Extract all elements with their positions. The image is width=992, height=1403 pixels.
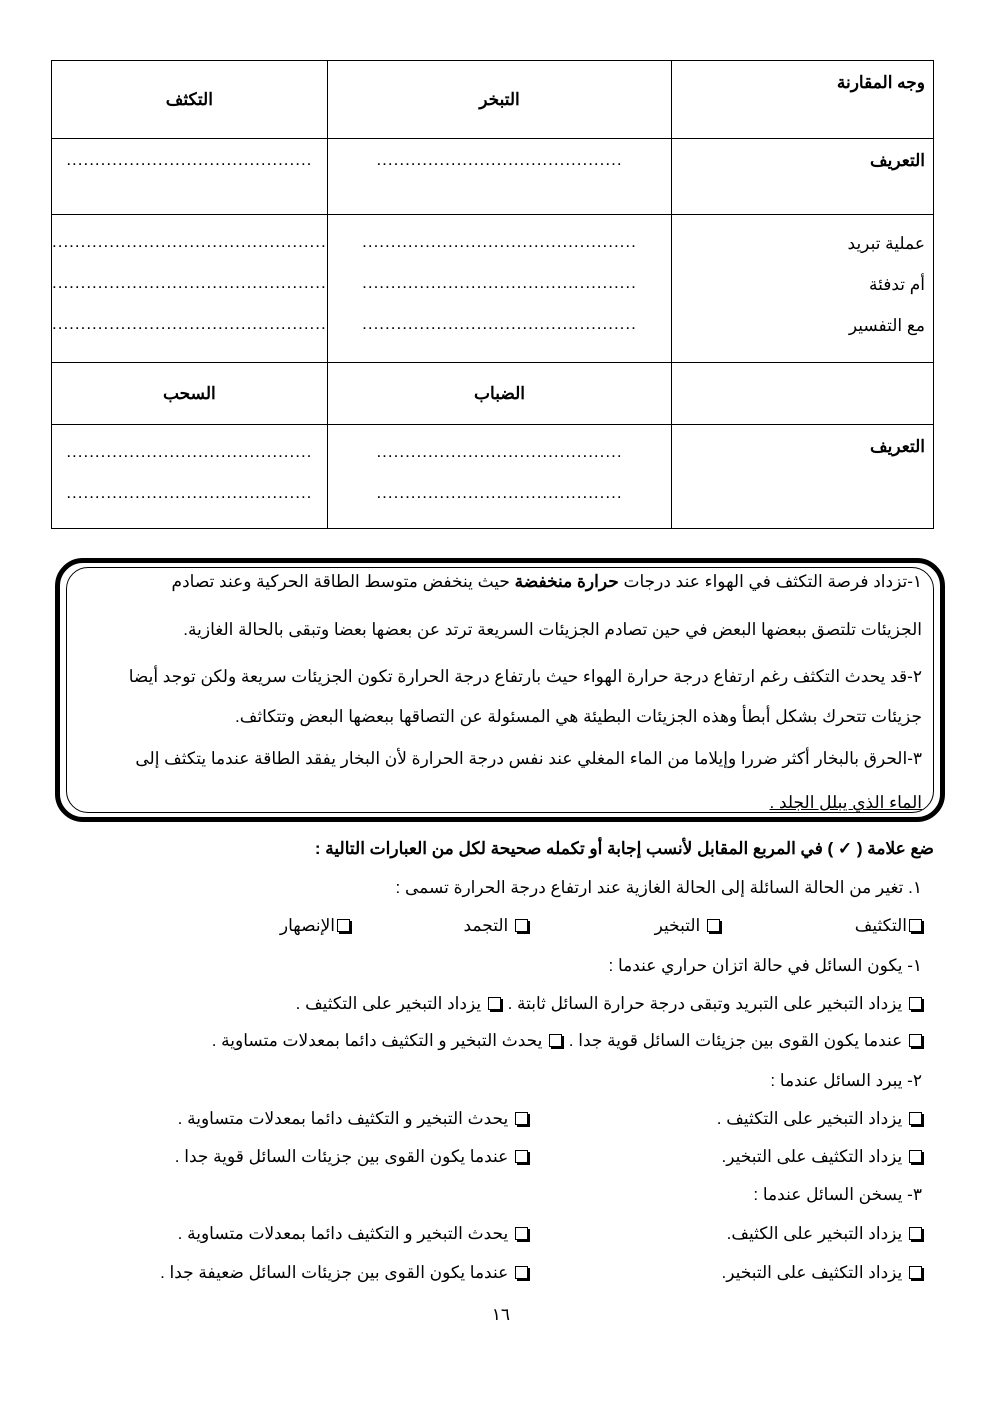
condensation-cooling-field[interactable] <box>52 215 328 363</box>
evaporation-cooling-field[interactable] <box>327 215 672 363</box>
criterion-header: وجه المقارنة <box>672 61 934 139</box>
explanation-box <box>55 558 945 822</box>
box-line: الجزيئات تلتصق ببعضها البعض في حين تصادم الجزيئات السريعة ترتد عن بعضها بعضا وتبقى بالحالة الغازية. <box>183 620 922 639</box>
checkbox[interactable] <box>549 1034 562 1047</box>
dotted-line[interactable]: ........................................... <box>66 442 313 461</box>
option[interactable]: يزداد التبخير على التكثيف . <box>717 1108 924 1130</box>
dotted-line[interactable]: ........................................... <box>376 483 623 502</box>
checkbox[interactable] <box>515 919 528 932</box>
page-number: ١٦ <box>491 1305 510 1324</box>
option[interactable]: يزداد التكثيف على التبخير. <box>722 1146 924 1168</box>
dotted-line[interactable]: ........................................... <box>376 442 623 461</box>
dotted-line[interactable]: ........................................... <box>66 483 313 502</box>
cooling-label <box>672 215 934 363</box>
checkbox[interactable] <box>909 1034 922 1047</box>
clouds-definition-field[interactable] <box>52 425 328 529</box>
condensation-definition-field[interactable]: ........................................... <box>52 139 328 215</box>
fog-header: الضباب <box>327 363 672 425</box>
definition-label-2: التعريف <box>672 425 934 529</box>
evaporation-header: التبخر <box>327 61 672 139</box>
evaporation-definition-field[interactable]: ........................................... <box>327 139 672 215</box>
checkbox[interactable] <box>515 1227 528 1240</box>
cooling-label-line: عملية تبريد <box>847 234 925 253</box>
checkbox[interactable] <box>707 919 720 932</box>
question-2: ٢- يبرد السائل عندما : <box>770 1071 922 1090</box>
definition-label: التعريف <box>672 139 934 215</box>
checkbox[interactable] <box>488 997 501 1010</box>
checkbox[interactable] <box>909 1150 922 1163</box>
checkbox[interactable] <box>515 1150 528 1163</box>
option[interactable]: الإنصهار <box>280 915 352 937</box>
box-line: الماء الذي يبلل الجلد . <box>769 793 922 812</box>
option[interactable]: يحدث التبخير و التكثيف دائما بمعدلات متساوية . <box>178 1108 530 1130</box>
fog-definition-field[interactable] <box>327 425 672 529</box>
question-3: ٣- يسخن السائل عندما : <box>753 1185 922 1204</box>
question-1: ١- يكون السائل في حالة اتزان حراري عندما : <box>608 956 922 975</box>
box-line: ١-تزداد فرصة التكثف في الهواء عند درجات حرارة منخفضة حيث ينخفض متوسط الطاقة الحركية وعند تصادم <box>171 572 922 591</box>
condensation-header: التكثف <box>52 61 328 139</box>
checkbox[interactable] <box>909 997 922 1010</box>
option[interactable]: عندما يكون القوى بين جزيئات السائل ضعيفة جدا . <box>160 1262 530 1284</box>
checkbox[interactable] <box>337 919 350 932</box>
option[interactable]: يزداد التبخير على الكثيف. <box>727 1223 924 1245</box>
box-line: ٣-الحرق بالبخار أكثر ضررا وإيلاما من الماء المغلي عند نفس درجة الحرارة لأن البخار يفقد الطاقة عندما يتكثف إلى <box>135 749 922 768</box>
option[interactable]: التجمد <box>464 915 531 937</box>
clouds-header: السحب <box>52 363 328 425</box>
checkbox[interactable] <box>909 1227 922 1240</box>
option[interactable]: عندما يكون القوى بين جزيئات السائل قوية جدا . <box>175 1146 530 1168</box>
option[interactable]: يحدث التبخير و التكثيف دائما بمعدلات متساوية . <box>178 1223 530 1245</box>
checkbox[interactable] <box>515 1266 528 1279</box>
dotted-line[interactable]: ................................................ <box>52 314 327 333</box>
option[interactable]: يزداد التبخير على التبريد وتبقى درجة حرارة السائل ثابتة . يزداد التبخير على التكثيف . <box>296 993 924 1015</box>
empty-cell <box>672 363 934 425</box>
cooling-label-line: مع التفسير <box>848 316 925 335</box>
box-line: جزيئات تتحرك بشكل أبطأ وهذه الجزيئات البطيئة هي المسئولة عن التصاقها ببعضها البعض وتتكاثف. <box>235 707 922 726</box>
dotted-line[interactable]: ................................................ <box>52 232 327 251</box>
checkbox[interactable] <box>909 1266 922 1279</box>
question-0: ١. تغير من الحالة السائلة إلى الحالة الغازية عند ارتفاع درجة الحرارة تسمى : <box>395 878 922 897</box>
dotted-line[interactable]: ................................................ <box>362 314 637 333</box>
dotted-line[interactable]: ................................................ <box>362 273 637 292</box>
option[interactable]: التبخير <box>655 915 722 937</box>
checkbox[interactable] <box>909 919 922 932</box>
dotted-line[interactable]: ................................................ <box>362 232 637 251</box>
option[interactable]: التكثيف <box>855 915 924 937</box>
option[interactable]: يزداد التكثيف على التبخير. <box>722 1262 924 1284</box>
cooling-label-line: أم تدفئة <box>869 275 925 294</box>
instruction: ضع علامة ( ✓ ) في المربع المقابل لأنسب إجابة أو تكمله صحيحة لكل من العبارات التالية : <box>314 839 934 858</box>
checkbox[interactable] <box>909 1112 922 1125</box>
checkbox[interactable] <box>515 1112 528 1125</box>
comparison-table <box>51 60 934 529</box>
box-line: ٢-قد يحدث التكثف رغم ارتفاع درجة حرارة الهواء حيث بارتفاع درجة الحرارة تكون الجزيئات سريعة ولكن توجد أيضا <box>128 667 922 686</box>
option[interactable]: عندما يكون القوى بين جزيئات السائل قوية جدا . يحدث التبخير و التكثيف دائما بمعدلات متساوية . <box>212 1030 924 1052</box>
dotted-line[interactable]: ................................................ <box>52 273 327 292</box>
